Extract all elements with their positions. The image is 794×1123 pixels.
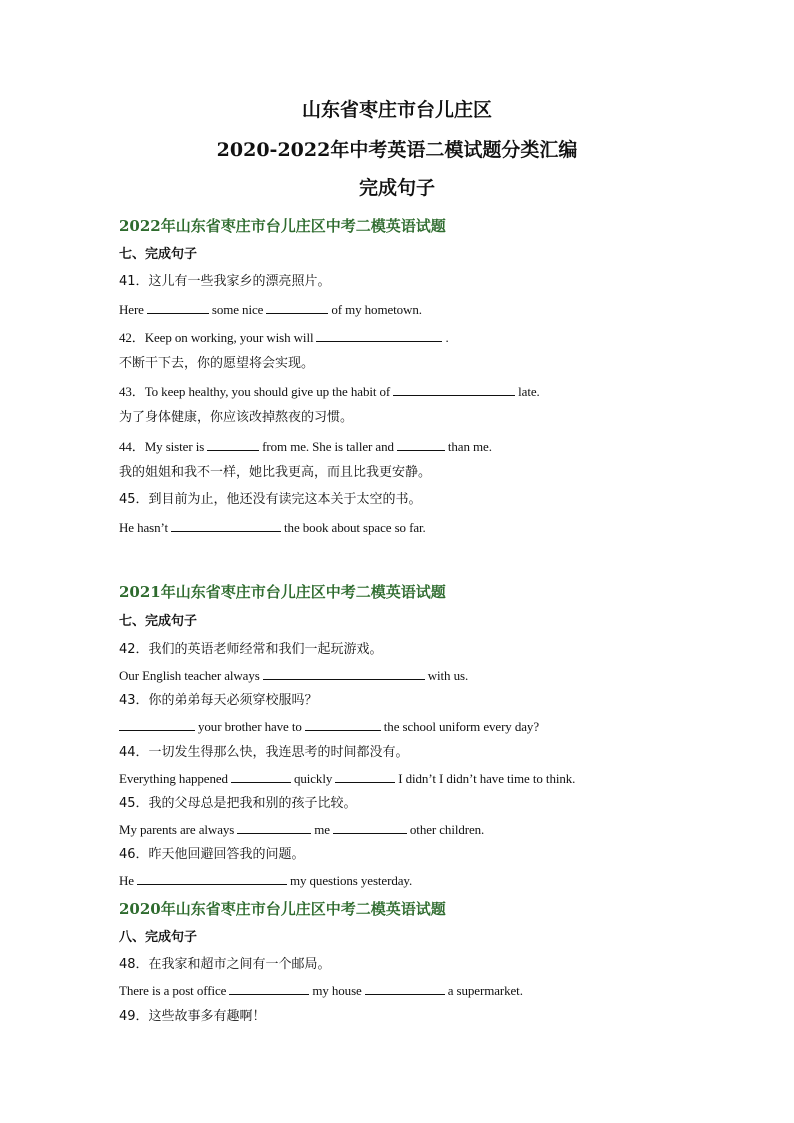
part-title: 八、完成句子 [119,930,198,945]
question-text: 45．到目前为止，他还没有读完这本关于太空的书。 [119,492,422,507]
question-45-prompt [119,491,422,509]
question-text: 49．这些故事多有趣啊！ [119,1009,266,1024]
sentence-text: of my hometown. [331,302,422,317]
question-text: 43．你的弟弟每天必须穿校服吗？ [119,693,318,708]
section-heading-2020: 2020年山东省枣庄市台儿庄区中考二模英语试题 [119,900,446,918]
sentence-text: a supermarket. [447,983,523,998]
answer-blank[interactable] [171,519,281,532]
question-text: 42．我们的英语老师经常和我们一起玩游戏。 [119,642,383,657]
question-45-sentence [119,519,426,537]
sentence-text: I didn’t I didn’t have time to think. [398,771,576,786]
answer-blank[interactable] [266,301,328,314]
sentence-text: the book about space so far. [284,520,426,535]
question-43-prompt [119,692,318,710]
question-44-prompt [119,744,409,762]
answer-blank[interactable] [305,718,381,731]
translation-text: 我的姐姐和我不一样，她比我更高，而且比我更安静。 [119,465,432,480]
question-42-sentence [119,329,449,347]
sentence-text: Everything happened [119,771,228,786]
sentence-text: my house [312,983,362,998]
question-44-sentence [119,438,492,456]
answer-blank[interactable] [316,329,442,342]
answer-blank[interactable] [207,438,259,451]
answer-blank[interactable] [147,301,209,314]
sentence-text: 42．Keep on working, your wish will [119,330,314,345]
answer-blank[interactable] [333,821,407,834]
translation-text: 不断干下去，你的愿望将会实现。 [119,356,315,371]
sentence-text: He hasn’t [119,520,169,535]
question-text: 45．我的父母总是把我和别的孩子比较。 [119,796,357,811]
question-text: 46．昨天他回避回答我的问题。 [119,847,305,862]
sentence-text: He [119,873,134,888]
question-46-prompt [119,846,305,864]
document-title-topic: 完成句子 [358,177,435,199]
question-41-sentence [119,301,422,319]
section-heading-2022: 2022年山东省枣庄市台儿庄区中考二模英语试题 [119,217,446,235]
sentence-text: quickly [293,771,333,786]
question-text: 48．在我家和超市之间有一个邮局。 [119,957,331,972]
sentence-text: with us. [427,668,469,683]
answer-blank[interactable] [237,821,311,834]
question-48-sentence [119,982,523,1000]
question-49-prompt [119,1008,266,1026]
question-43-sentence [119,718,539,736]
answer-blank[interactable] [263,667,425,680]
sentence-text: 44．My sister is [119,439,205,454]
question-43-sentence [119,383,540,401]
question-48-prompt [119,956,331,974]
sentence-text: There is a post office [119,983,227,998]
answer-blank[interactable] [365,982,445,995]
question-45-prompt [119,795,357,813]
answer-blank[interactable] [229,982,309,995]
question-42-sentence [119,667,468,685]
sentence-text: Our English teacher always [119,668,260,683]
question-44-sentence [119,770,575,788]
part-title: 七、完成句子 [119,247,198,262]
sentence-text: Here [119,302,144,317]
question-text: 41．这儿有一些我家乡的漂亮照片。 [119,274,331,289]
answer-blank[interactable] [335,770,395,783]
answer-blank[interactable] [393,383,515,396]
part-title: 七、完成句子 [119,614,198,629]
section-heading-2021: 2021年山东省枣庄市台儿庄区中考二模英语试题 [119,583,446,601]
question-text: 44．一切发生得那么快，我连思考的时间都没有。 [119,745,409,760]
question-43-translation [119,409,353,427]
translation-text: 为了身体健康，你应该改掉熬夜的习惯。 [119,410,354,425]
sentence-text: your brother have to [198,719,302,734]
answer-blank[interactable] [137,872,287,885]
sentence-text: than me. [447,439,492,454]
answer-blank[interactable] [119,718,195,731]
document-title-region: 山东省枣庄市台儿庄区 [301,99,492,121]
sentence-text: other children. [409,822,485,837]
question-42-prompt [119,641,383,659]
sentence-text: late. [518,384,540,399]
sentence-text: 43．To keep healthy, you should give up the habit of [119,384,391,399]
sentence-text: some nice [211,302,264,317]
question-41-prompt [119,273,331,291]
sentence-text: My parents are always [119,822,235,837]
document-title-years: 2020-2022年中考英语二模试题分类汇编 [216,139,578,161]
question-45-sentence [119,821,484,839]
answer-blank[interactable] [231,770,291,783]
sentence-text: the school uniform every day? [383,719,539,734]
sentence-text: from me. She is taller and [262,439,394,454]
question-46-sentence [119,872,412,890]
sentence-text: my questions yesterday. [289,873,413,888]
sentence-text: me [314,822,330,837]
question-42-translation [119,355,314,373]
sentence-text: . [445,330,449,345]
question-44-translation [119,464,431,482]
answer-blank[interactable] [397,438,445,451]
